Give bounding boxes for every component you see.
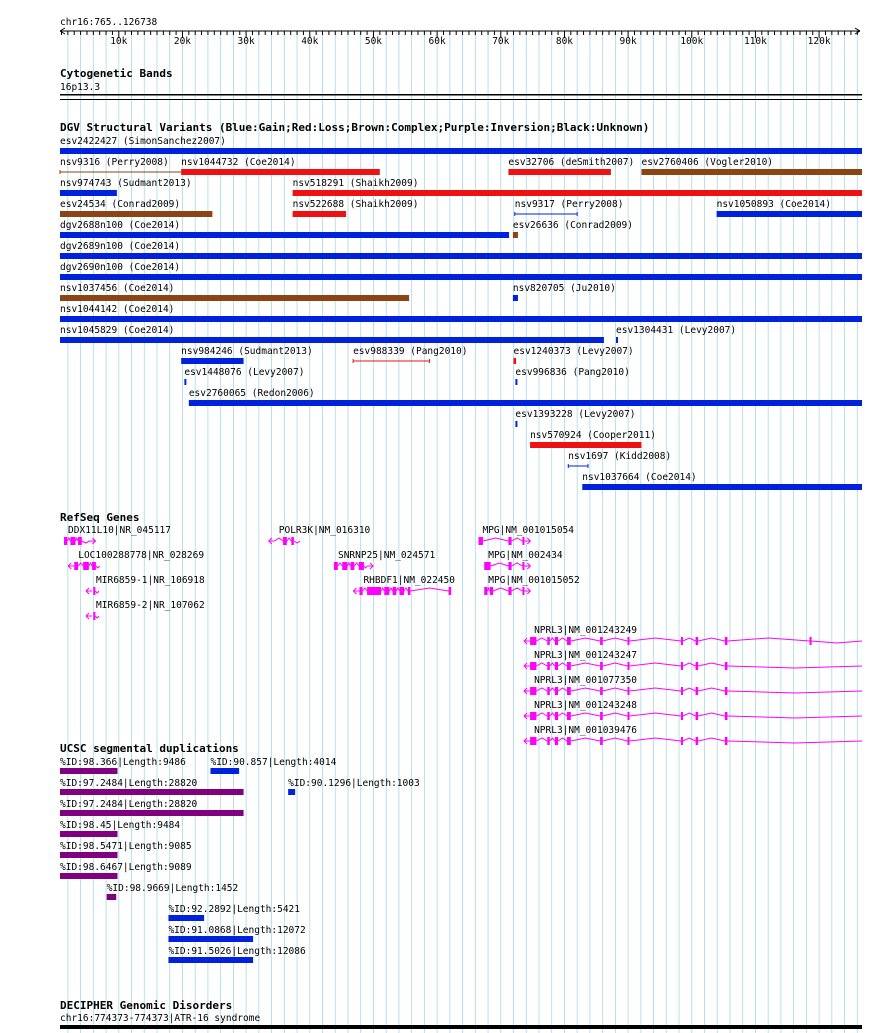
- segdup-label: %ID:91.0868|Length:12072: [168, 925, 306, 936]
- dgv-track-title: DGV Structural Variants (Blue:Gain;Red:Loss;Brown:Complex;Purple:Inversion;Black:Unknown): [60, 121, 650, 134]
- gene-exon[interactable]: [567, 637, 571, 645]
- ruler-tick-label: 10k: [110, 36, 128, 47]
- dgv-feature-label: nsv9316 (Perry2008): [60, 157, 169, 168]
- gene-exon[interactable]: [567, 662, 571, 670]
- decipher-feature-label: chr16:774373-774373|ATR-16 syndrome: [60, 1013, 261, 1024]
- gene-label: MPG|NM_001015052: [488, 575, 580, 586]
- region-label: chr16:765..126738: [60, 17, 158, 28]
- decipher-feature-bar[interactable]: [60, 1025, 862, 1029]
- gene-label: SNRNP25|NM_024571: [337, 550, 436, 561]
- dgv-feature-bar[interactable]: [181, 169, 380, 175]
- ruler-tick-label: 100k: [680, 36, 704, 47]
- gene-exon[interactable]: [70, 537, 75, 545]
- gene-exon[interactable]: [93, 587, 95, 595]
- dgv-feature-bar[interactable]: [293, 190, 862, 196]
- dgv-feature-bar[interactable]: [513, 295, 518, 301]
- segdup-bar[interactable]: [210, 768, 239, 774]
- dgv-feature-label: esv32706 (deSmith2007): [508, 157, 635, 168]
- gene-exon[interactable]: [696, 662, 699, 670]
- gene-exon[interactable]: [522, 537, 524, 545]
- gene-exon[interactable]: [681, 712, 683, 720]
- gene-exon[interactable]: [78, 537, 82, 545]
- gene-strand-arrow: [86, 588, 92, 594]
- gene-intron: [95, 591, 99, 593]
- segdup-bar[interactable]: [60, 768, 118, 774]
- segdup-bar[interactable]: [60, 831, 118, 837]
- segdup-bar[interactable]: [168, 915, 204, 921]
- gene-exon[interactable]: [627, 637, 629, 645]
- dgv-feature-bar[interactable]: [513, 232, 518, 238]
- dgv-feature-bar[interactable]: [60, 148, 862, 154]
- segdup-label: %ID:98.6467|Length:9089: [60, 862, 192, 873]
- gene-exon[interactable]: [83, 562, 89, 570]
- dgv-feature-label: nsv984246 (Sudmant2013): [181, 346, 313, 357]
- cytoband-track[interactable]: [60, 67, 862, 100]
- gene-exon[interactable]: [696, 737, 699, 745]
- dgv-feature-label: nsv820705 (Ju2010): [512, 283, 616, 294]
- dgv-feature-label: nsv9317 (Perry2008): [514, 199, 624, 210]
- gene-label: NPRL3|NM_001077350: [534, 675, 638, 686]
- gene-exon[interactable]: [555, 712, 558, 720]
- segdup-label: %ID:97.2484|Length:28820: [60, 778, 198, 789]
- gene-exon[interactable]: [627, 712, 629, 720]
- gene-intron: [536, 738, 862, 743]
- dgv-feature-label: esv988339 (Pang2010): [353, 346, 468, 357]
- cytoband-track-title: Cytogenetic Bands: [60, 67, 173, 80]
- gene-exon[interactable]: [600, 712, 603, 720]
- gene-label: POLR3K|NM_016310: [278, 525, 371, 536]
- gene-label: MIR6859-1|NR_106918: [96, 575, 205, 586]
- gene-exon[interactable]: [484, 562, 490, 570]
- dgv-feature-bar[interactable]: [60, 337, 604, 343]
- dgv-feature-label: nsv1044732 (Coe2014): [181, 157, 296, 168]
- gene-strand-arrow: [524, 563, 530, 569]
- gene-exon[interactable]: [725, 662, 728, 670]
- gene-exon[interactable]: [725, 737, 728, 745]
- gene-strand-arrow: [86, 613, 92, 619]
- dgv-feature-label: nsv522688 (Shaikh2009): [292, 199, 419, 210]
- gene-label: RHBDF1|NM_022450: [363, 575, 455, 586]
- segdup-label: %ID:98.45|Length:9484: [60, 820, 181, 831]
- gene-intron: [536, 713, 862, 718]
- gene-exon[interactable]: [725, 637, 728, 645]
- gene-label: NPRL3|NM_001039476: [534, 725, 638, 736]
- decipher-track[interactable]: [60, 999, 862, 1029]
- dgv-features[interactable]: [60, 136, 862, 490]
- dgv-feature-label: dgv2688n100 (Coe2014): [60, 220, 181, 231]
- gene-intron: [536, 663, 862, 668]
- gene-exon[interactable]: [547, 662, 550, 670]
- ruler-tick-label: 70k: [492, 36, 510, 47]
- gene-label: NPRL3|NM_001243247: [534, 650, 638, 661]
- dgv-feature-label: nsv518291 (Shaikh2009): [292, 178, 419, 189]
- gene-label: MPG|NM_002434: [488, 550, 563, 561]
- gene-exon[interactable]: [681, 687, 683, 695]
- dgv-feature-label: esv2760406 (Vogler2010): [641, 157, 774, 168]
- gene-label: LOC100288778|NR_028269: [78, 550, 205, 561]
- gene-strand-arrow: [524, 638, 530, 644]
- segdup-track-title: UCSC segmental duplications: [60, 742, 239, 755]
- dgv-feature-bar[interactable]: [530, 442, 641, 448]
- gene-exon[interactable]: [64, 537, 67, 545]
- ruler-tick-label: 110k: [743, 36, 767, 47]
- segdup-label: %ID:91.5026|Length:12086: [168, 946, 306, 957]
- gene-strand-arrow: [524, 688, 530, 694]
- dgv-feature-label: esv2422427 (SimonSanchez2007): [60, 136, 226, 147]
- segdup-label: %ID:98.9669|Length:1452: [106, 883, 239, 894]
- gene-label: MIR6859-2|NR_107062: [96, 600, 205, 611]
- gene-exon[interactable]: [547, 712, 550, 720]
- cytoband-bar[interactable]: [60, 94, 862, 96]
- gene-label: NPRL3|NM_001243249: [534, 625, 638, 636]
- dgv-feature-bar[interactable]: [515, 421, 517, 427]
- gene-exon[interactable]: [725, 712, 728, 720]
- gene-exon[interactable]: [484, 587, 487, 595]
- refseq-track-title: RefSeq Genes: [60, 511, 140, 524]
- dgv-feature-label: dgv2690n100 (Coe2014): [60, 262, 181, 273]
- gene-exon[interactable]: [522, 562, 524, 570]
- dgv-feature-label: dgv2689n100 (Coe2014): [60, 241, 181, 252]
- gene-exon[interactable]: [93, 612, 95, 620]
- dgv-feature-bar[interactable]: [60, 316, 862, 322]
- dgv-feature-bar[interactable]: [181, 358, 243, 364]
- gene-exon[interactable]: [74, 562, 78, 570]
- gene-exon[interactable]: [283, 537, 287, 545]
- dgv-feature-label: nsv1045829 (Coe2014): [60, 325, 175, 336]
- gene-exon[interactable]: [400, 587, 404, 595]
- gene-exon[interactable]: [696, 637, 699, 645]
- gene-exon[interactable]: [696, 687, 699, 695]
- gene-exon[interactable]: [547, 737, 550, 745]
- gene-intron: [536, 688, 862, 693]
- gene-exon[interactable]: [627, 687, 629, 695]
- gene-strand-arrow: [524, 738, 530, 744]
- gene-intron: [95, 616, 99, 618]
- dgv-feature-bar[interactable]: [641, 169, 862, 175]
- dgv-feature-label: esv1393228 (Levy2007): [515, 409, 636, 420]
- dgv-feature-label: esv996836 (Pang2010): [515, 367, 630, 378]
- gene-exon[interactable]: [508, 587, 511, 595]
- gene-strand-arrow: [524, 663, 530, 669]
- gene-exon[interactable]: [508, 562, 511, 570]
- segdup-label: %ID:98.366|Length:9486: [60, 757, 186, 768]
- gene-exon[interactable]: [600, 687, 603, 695]
- gene-exon[interactable]: [449, 587, 452, 595]
- gene-exon[interactable]: [681, 737, 683, 745]
- gene-exon[interactable]: [725, 687, 728, 695]
- cytoband-label: 16p13.3: [60, 82, 101, 93]
- gene-exon[interactable]: [522, 587, 524, 595]
- gene-exon[interactable]: [478, 537, 482, 545]
- dgv-feature-label: nsv1050893 (Coe2014): [716, 199, 831, 210]
- segdup-bar[interactable]: [168, 957, 253, 963]
- gene-intron: [483, 538, 522, 541]
- gene-exon[interactable]: [547, 687, 550, 695]
- gene-exon[interactable]: [393, 587, 397, 595]
- gene-label: MPG|NM_001015054: [482, 525, 575, 536]
- segdup-label: %ID:90.1296|Length:1003: [288, 778, 420, 789]
- gene-exon[interactable]: [490, 587, 493, 595]
- dgv-feature-bar[interactable]: [515, 379, 517, 385]
- gene-exon[interactable]: [547, 637, 550, 645]
- segdup-track[interactable]: [60, 742, 420, 963]
- gene-exon[interactable]: [681, 637, 683, 645]
- segdup-bar[interactable]: [168, 936, 253, 942]
- dgv-feature-label: nsv1037664 (Coe2014): [582, 472, 697, 483]
- refseq-track[interactable]: [60, 511, 862, 745]
- gene-strand-arrow: [90, 538, 96, 544]
- gene-strand-arrow: [524, 588, 530, 594]
- gene-exon[interactable]: [530, 637, 536, 645]
- dgv-feature-label: esv26636 (Conrad2009): [512, 220, 633, 231]
- dgv-feature-label: nsv1044142 (Coe2014): [60, 304, 175, 315]
- gene-exon[interactable]: [530, 712, 536, 720]
- segdup-label: %ID:98.5471|Length:9085: [60, 841, 192, 852]
- dgv-feature-bar[interactable]: [508, 169, 610, 175]
- gene-exon[interactable]: [627, 662, 629, 670]
- gene-exon[interactable]: [567, 737, 571, 745]
- gene-strand-arrow: [524, 713, 530, 719]
- segdup-bar[interactable]: [60, 873, 118, 879]
- gene-exon[interactable]: [342, 562, 347, 570]
- decipher-track-title: DECIPHER Genomic Disorders: [60, 999, 233, 1012]
- dgv-feature-bar[interactable]: [60, 190, 117, 196]
- dgv-feature-bar[interactable]: [60, 253, 862, 259]
- cytoband-bar-lower: [60, 99, 862, 100]
- dgv-feature-label: nsv1037456 (Coe2014): [60, 283, 175, 294]
- gene-label: NPRL3|NM_001243248: [534, 700, 638, 711]
- dgv-feature-label: nsv1697 (Kidd2008): [568, 451, 672, 462]
- ruler-tick-label: 90k: [619, 36, 637, 47]
- gene-exon[interactable]: [627, 737, 629, 745]
- dgv-feature-bar[interactable]: [60, 232, 509, 238]
- dgv-feature-bar[interactable]: [60, 295, 409, 301]
- dgv-feature-label: esv1304431 (Levy2007): [616, 325, 737, 336]
- gene-exon[interactable]: [359, 587, 362, 595]
- gene-exon[interactable]: [508, 537, 511, 545]
- dgv-feature-bar[interactable]: [60, 211, 212, 217]
- gene-exon[interactable]: [92, 562, 96, 570]
- gene-intron: [536, 638, 862, 643]
- gene-exon[interactable]: [530, 737, 536, 745]
- gene-exon[interactable]: [530, 687, 536, 695]
- ruler-tick-label: 80k: [555, 36, 574, 47]
- ruler-tick-label: 50k: [364, 36, 383, 47]
- gene-intron: [275, 538, 300, 543]
- gene-strand-arrow: [353, 588, 359, 594]
- gene-exon[interactable]: [530, 662, 536, 670]
- gene-exon[interactable]: [291, 537, 294, 545]
- ruler: [60, 17, 860, 47]
- dgv-feature-bar[interactable]: [184, 379, 186, 385]
- segdup-label: %ID:97.2484|Length:28820: [60, 799, 198, 810]
- gene-exon[interactable]: [696, 712, 699, 720]
- segdup-label: %ID:92.2892|Length:5421: [168, 904, 301, 915]
- gene-exon[interactable]: [600, 637, 603, 645]
- gene-exon[interactable]: [681, 662, 683, 670]
- ruler-tick-label: 30k: [237, 36, 255, 47]
- segdup-features[interactable]: [60, 757, 420, 963]
- gene-exon[interactable]: [334, 562, 338, 570]
- dgv-feature-label: esv2760065 (Redon2006): [188, 388, 315, 399]
- gene-label: DDX11L10|NR_045117: [68, 525, 171, 536]
- gene-exon[interactable]: [600, 662, 603, 670]
- dgv-feature-bar[interactable]: [189, 400, 862, 406]
- gene-intron: [491, 563, 523, 566]
- dgv-feature-bar[interactable]: [582, 484, 862, 490]
- gene-exon[interactable]: [359, 562, 364, 570]
- segdup-bar[interactable]: [60, 789, 244, 795]
- gene-exon[interactable]: [567, 687, 571, 695]
- gene-exon[interactable]: [555, 737, 558, 745]
- gene-exon[interactable]: [810, 637, 812, 645]
- dgv-feature-label: nsv570924 (Cooper2011): [530, 430, 656, 441]
- segdup-bar[interactable]: [107, 894, 117, 900]
- gene-exon[interactable]: [555, 662, 558, 670]
- dgv-feature-bar[interactable]: [293, 211, 346, 217]
- gene-exon[interactable]: [408, 587, 411, 595]
- dgv-feature-bar[interactable]: [616, 337, 618, 343]
- ruler-tick-label: 40k: [301, 36, 319, 47]
- segdup-bar[interactable]: [60, 852, 118, 858]
- segdup-bar[interactable]: [288, 789, 295, 795]
- gene-exon[interactable]: [367, 587, 381, 595]
- gene-strand-arrow: [68, 563, 74, 569]
- gene-exon[interactable]: [555, 687, 558, 695]
- dgv-feature-bar[interactable]: [60, 274, 862, 280]
- gene-exon[interactable]: [555, 637, 558, 645]
- gene-strand-arrow: [367, 563, 373, 569]
- ruler-tick-label: 120k: [807, 36, 831, 47]
- dgv-feature-label: esv24534 (Conrad2009): [60, 199, 181, 210]
- segdup-bar[interactable]: [60, 810, 244, 816]
- ruler-tick-label: 20k: [173, 36, 192, 47]
- gene-exon[interactable]: [567, 712, 571, 720]
- ruler-tick-label: 60k: [428, 36, 446, 47]
- dgv-track[interactable]: [60, 121, 862, 490]
- gene-strand-arrow: [524, 538, 530, 544]
- dgv-feature-label: nsv974743 (Sudmant2013): [60, 178, 192, 189]
- dgv-feature-label: esv1448076 (Levy2007): [184, 367, 305, 378]
- gene-exon[interactable]: [600, 737, 603, 745]
- gene-intron: [78, 563, 100, 568]
- dgv-feature-label: esv1240373 (Levy2007): [513, 346, 634, 357]
- gene-exon[interactable]: [384, 587, 389, 595]
- gene-exon[interactable]: [351, 562, 355, 570]
- segdup-label: %ID:90.857|Length:4014: [210, 757, 337, 768]
- dgv-feature-bar[interactable]: [514, 358, 517, 364]
- dgv-feature-bar[interactable]: [717, 211, 862, 217]
